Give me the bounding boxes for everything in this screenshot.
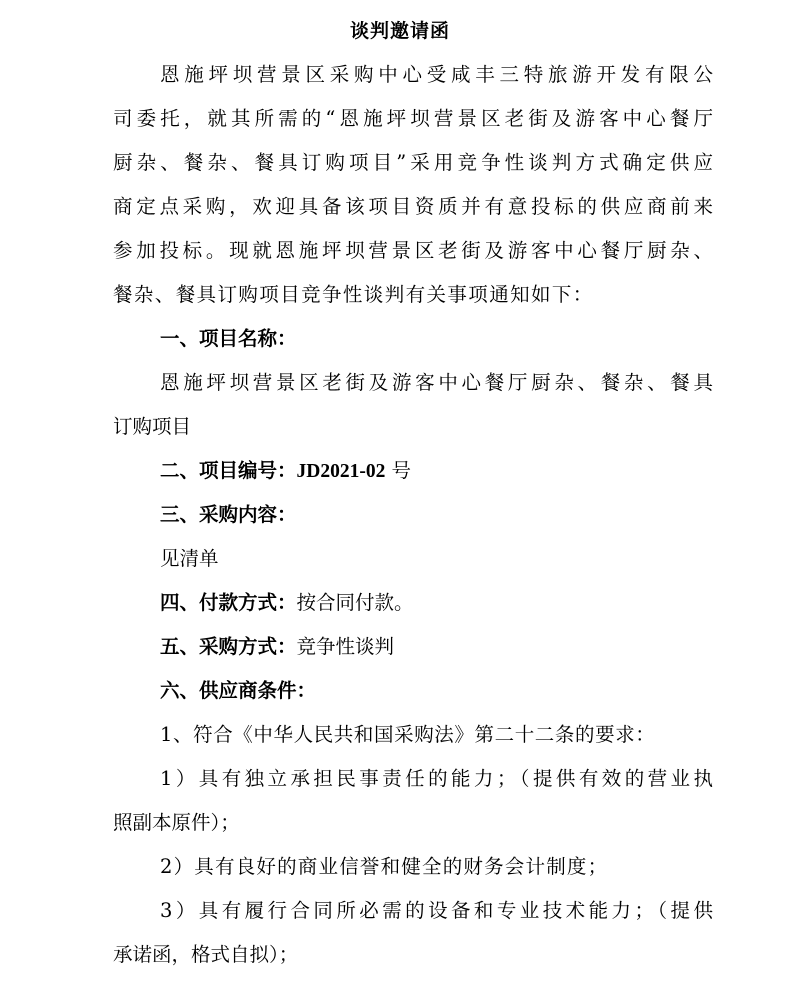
- section-5: [160, 636, 713, 658]
- section-2-heading: 二、项目编号：: [160, 459, 297, 482]
- section-1-heading: 一、项目名称：: [160, 327, 297, 350]
- section-2: [160, 460, 713, 483]
- payment-method: 按合同付款。: [296, 591, 414, 614]
- project-number-suffix: 号: [385, 459, 412, 482]
- item-1-line-2: 照副本原件）；: [113, 811, 240, 834]
- intro-line-2: 司委托，就其所需的“恩施坪坝营景区老街及游客中心餐厅: [113, 107, 713, 130]
- section-5-heading: 五、采购方式：: [160, 635, 297, 658]
- section-3-heading: 三、采购内容：: [160, 503, 297, 526]
- item-1-line-1: 1）具有独立承担民事责任的能力；（提供有效的营业执: [160, 767, 713, 790]
- intro-line-1: 恩施坪坝营景区采购中心受咸丰三特旅游开发有限公: [160, 63, 713, 86]
- section-3-text: 见清单: [160, 547, 219, 570]
- section-4-heading: 四、付款方式：: [160, 591, 297, 614]
- section-1-text-2: 订购项目: [113, 415, 192, 438]
- intro-line-3: 厨杂、餐杂、餐具订购项目”采用竞争性谈判方式确定供应: [113, 151, 713, 174]
- item-3-line-2: 承诺函，格式自拟）；: [113, 943, 299, 966]
- section-4: [160, 592, 713, 614]
- section-1-text-1: 恩施坪坝营景区老街及游客中心餐厅厨杂、餐杂、餐具: [160, 371, 713, 394]
- intro-line-4: 商定点采购，欢迎具备该项目资质并有意投标的供应商前来: [113, 195, 713, 218]
- section-6-heading: 六、供应商条件：: [160, 679, 317, 702]
- document-title: 谈判邀请函: [349, 20, 450, 42]
- procurement-method: 竞争性谈判: [296, 635, 395, 658]
- requirement-1: 1、符合《中华人民共和国采购法》第二十二条的要求：: [160, 723, 656, 746]
- project-number: JD2021-02: [296, 461, 386, 482]
- intro-line-6: 餐杂、餐具订购项目竞争性谈判有关事项通知如下：: [113, 283, 594, 306]
- item-2: 2）具有良好的商业信誉和健全的财务会计制度；: [160, 855, 609, 878]
- item-3-line-1: 3）具有履行合同所必需的设备和专业技术能力；（提供: [160, 899, 713, 922]
- intro-line-5: 参加投标。现就恩施坪坝营景区老街及游客中心餐厅厨杂、: [113, 239, 713, 262]
